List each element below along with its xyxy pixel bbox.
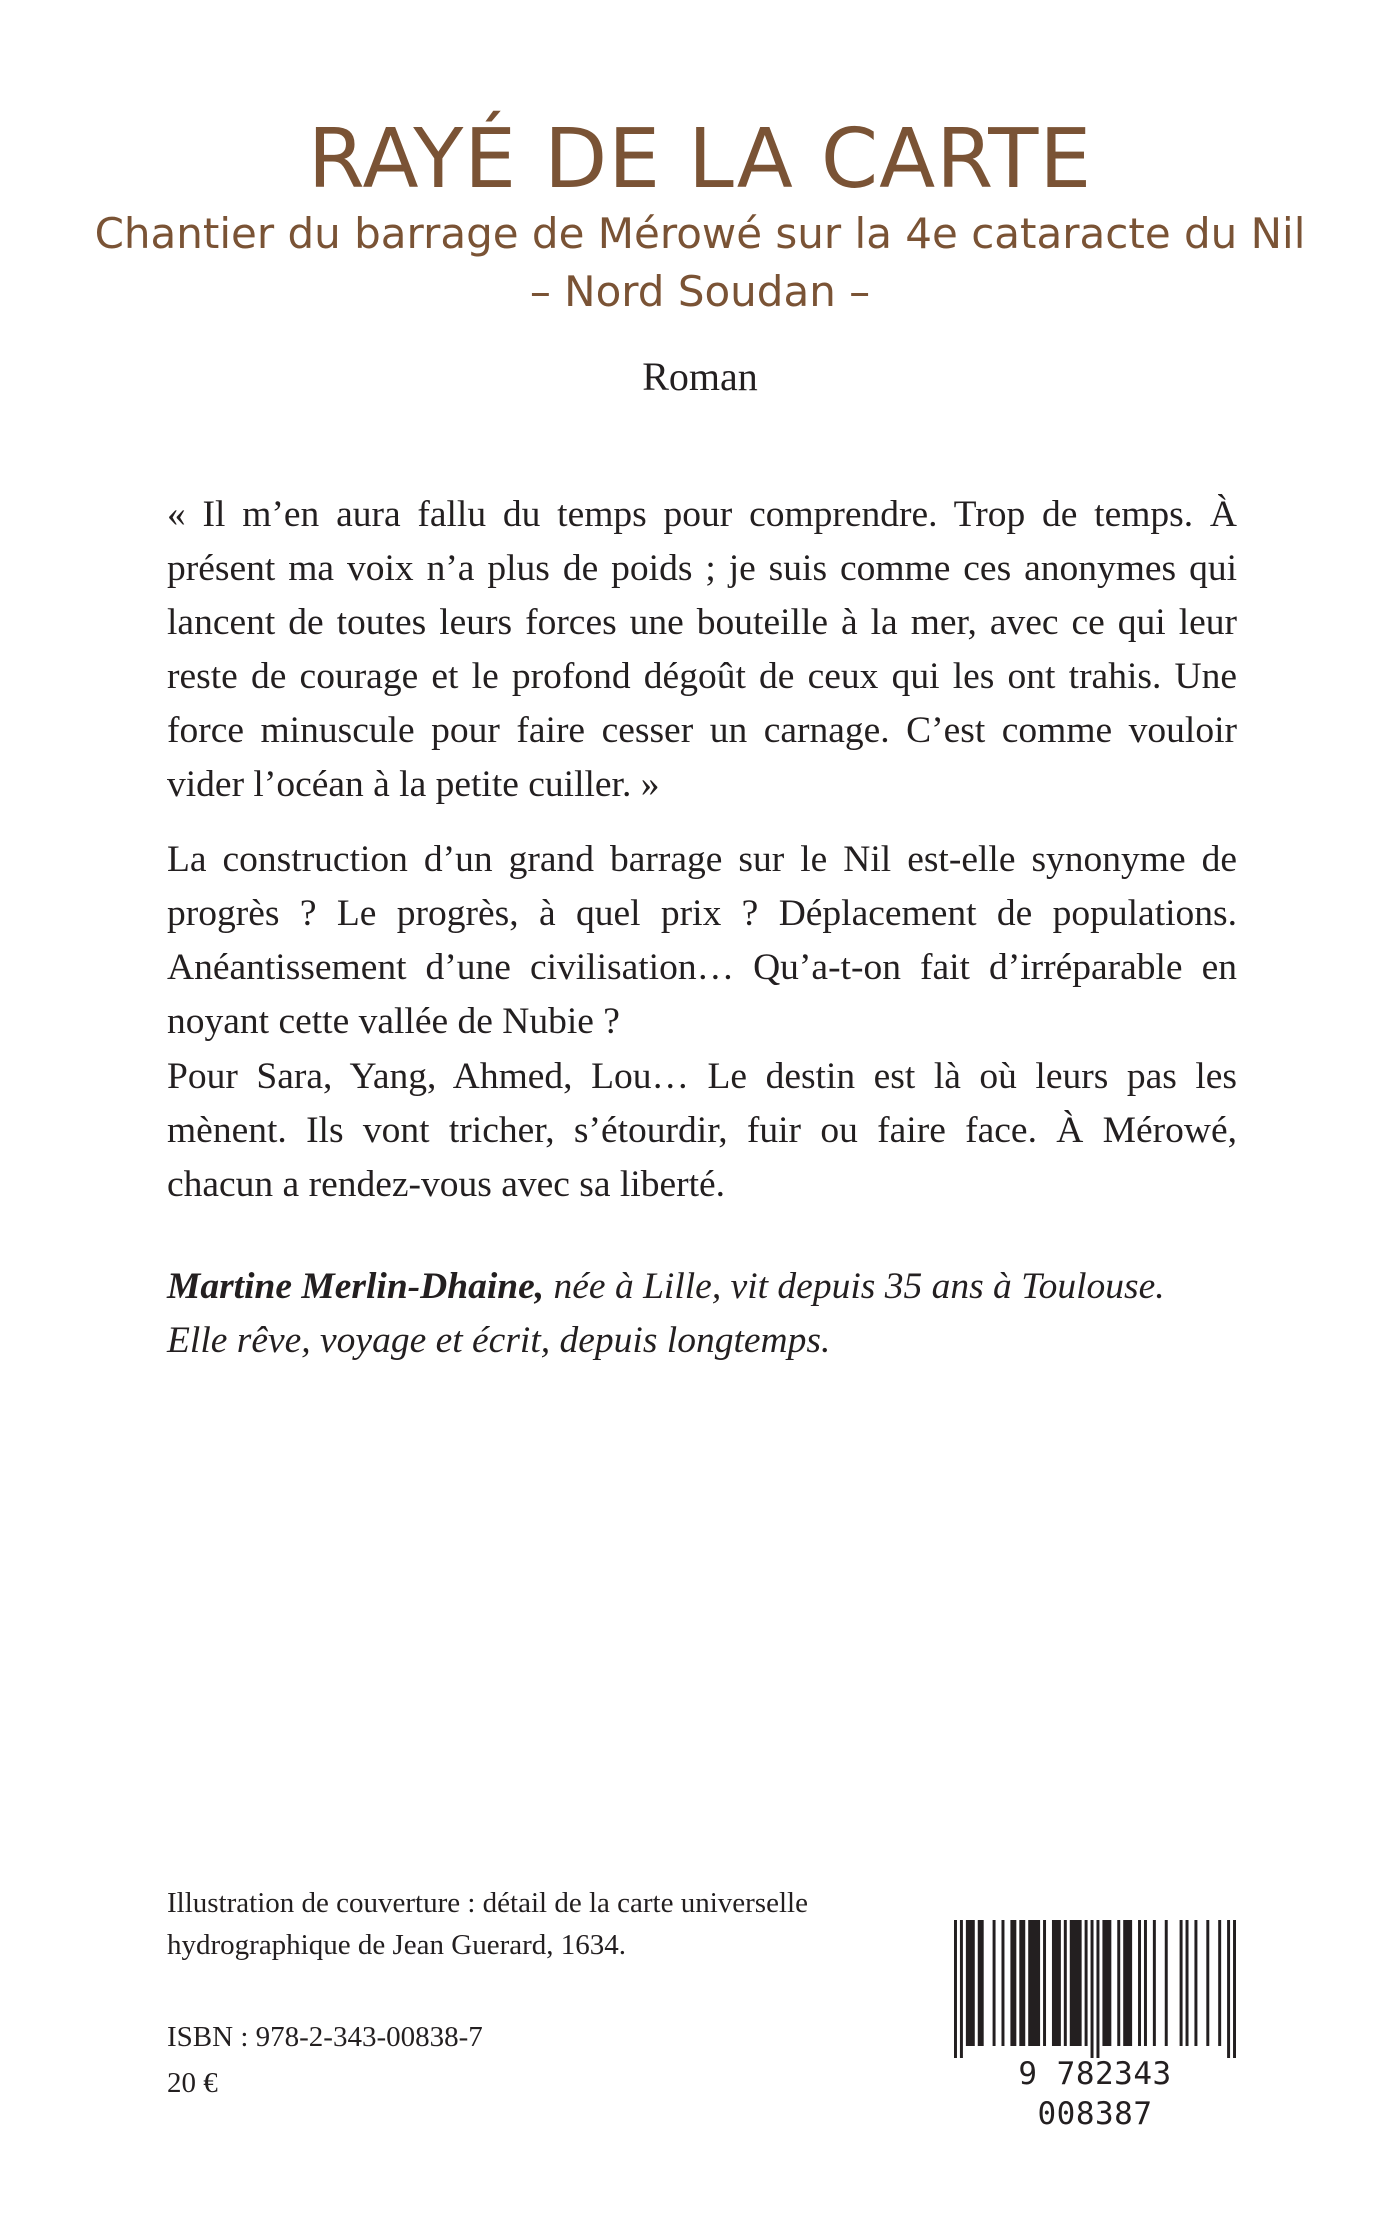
barcode-bar [1117,1920,1120,2046]
barcode [954,1920,1236,2132]
author-bio-line-2: Elle rêve, voyage et écrit, depuis longtemps. [167,1320,831,1361]
barcode-bar [1233,1920,1236,2058]
barcode-bar [1227,1920,1230,2058]
isbn: ISBN : 978-2-343-00838-7 [167,2021,483,2053]
author-bio-line-1 [167,1260,1297,1314]
barcode-bar [1186,1920,1189,2046]
barcode-bar [1001,1920,1004,2046]
blurb-paragraph-1: La construction d’un grand barrage sur le Nil est-elle synonyme de progrès ? Le progrès, à quel prix ? Déplacement de populations. Anéantissement d’une civilisation… Qu’a-t-on fait d’irréparable en noyant cette vallée de Nubie ? [167,839,1237,1042]
cover-credit-line-2: hydrographique de Jean Guerard, 1634. [167,1929,627,1961]
barcode-bar [1165,1920,1168,2046]
barcode-bar [1218,1920,1221,2046]
author-bio-text-1: née à Lille, vit depuis 35 ans à Toulouse. [544,1266,1165,1307]
author-name: Martine Merlin-Dhaine, [167,1266,545,1307]
barcode-bar [1194,1920,1197,2046]
barcode-bar [978,1920,984,2046]
barcode-bar [960,1920,963,2058]
blurb-paragraph-2: Pour Sara, Yang, Ahmed, Lou… Le destin est là où leurs pas les mènent. Ils vont tricher, s’étourdir, fuir ou faire face. À Mérowé, chacun a rendez-vous avec sa liberté. [167,1056,1237,1205]
barcode-bar [954,1920,957,2058]
barcode-bar [1085,1920,1088,2046]
barcode-bar [1010,1920,1016,2046]
barcode-bar [1028,1920,1040,2046]
barcode-bar [1064,1920,1067,2046]
author-bio [167,1260,1297,1368]
book-subtitle: Chantier du barrage de Mérowé sur la 4e cataracte du Nil [94,209,1306,258]
book-region: – Nord Soudan – [529,267,871,316]
blurb-quote: « Il m’en aura fallu du temps pour comprendre. Trop de temps. À présent ma voix n’a plus de poids ; je suis comme ces anonymes qui lancent de toutes leurs forces une bouteille à la mer, avec ce qui leur reste de courage et le profond dégoût de ceux qui les ont trahis. Une force minuscule pour faire cesser un carnage. C’est comme vouloir vider l’océan à la petite cuiller. » [167,494,1237,805]
barcode-bar [1091,1920,1094,2058]
barcode-bar [1153,1920,1156,2046]
barcode-bar [1206,1920,1209,2046]
barcode-bar [1019,1920,1025,2046]
barcode-bar [1052,1920,1061,2046]
barcode-bar [1096,1920,1099,2058]
price: 20 € [167,2067,218,2099]
barcode-bars [954,1920,1236,2058]
barcode-bar [1123,1920,1132,2046]
barcode-bar [1180,1920,1183,2046]
barcode-digits: 9 782343 008387 [1018,2056,1172,2132]
barcode-bar [1070,1920,1082,2046]
barcode-bar [966,1920,975,2046]
cover-credit-line-1: Illustration de couverture : détail de la carte universelle [167,1887,808,1919]
barcode-bar [993,1920,996,2046]
barcode-bar [1144,1920,1147,2046]
book-title: RAYÉ DE LA CARTE [307,112,1093,207]
barcode-bar [1043,1920,1046,2046]
book-genre: Roman [642,354,758,399]
barcode-bar [1138,1920,1141,2046]
barcode-bar [1102,1920,1111,2046]
cover-credit [167,1882,927,1966]
